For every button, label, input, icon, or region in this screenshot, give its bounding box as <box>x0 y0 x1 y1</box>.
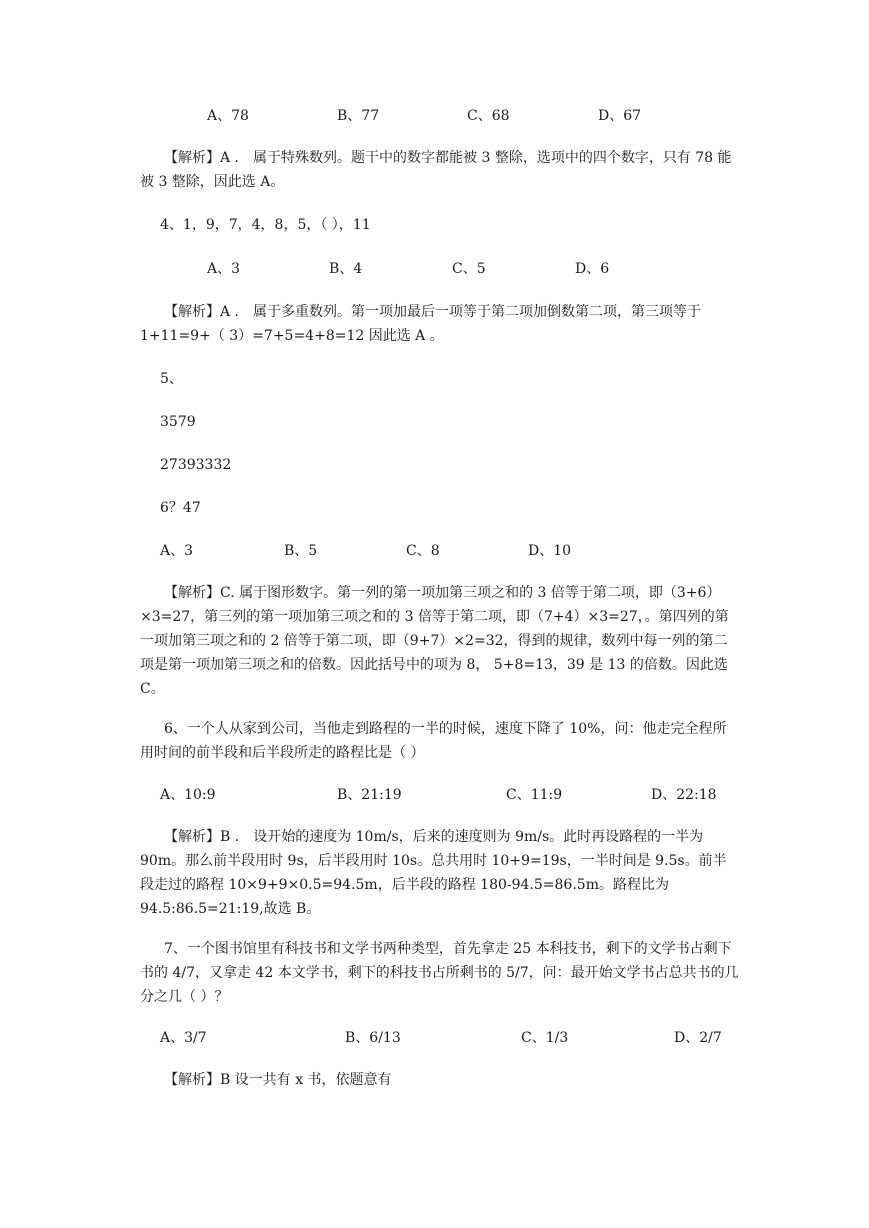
q5-option-d: D、10 <box>528 543 572 559</box>
q4-option-a: A、3 <box>207 261 241 277</box>
q7-option-a: A、3/7 <box>160 1030 207 1046</box>
q5-row-2: 27393332 <box>160 457 232 473</box>
q4-option-b: B、4 <box>329 261 363 277</box>
q5-option-c: C、8 <box>406 543 440 559</box>
q3-option-a: A、78 <box>207 108 249 124</box>
q5-stem: 5、 <box>160 371 183 387</box>
q6-option-b: B、21:19 <box>337 787 402 803</box>
q4-option-d: D、6 <box>575 261 610 277</box>
q4-stem: 4、1，9，7，4，8，5，（ ），11 <box>160 217 371 233</box>
q7-analysis: 【解析】B 设一共有 x 书，依题意有 <box>164 1072 392 1088</box>
q5-option-b: B、5 <box>284 543 318 559</box>
q4-analysis: 【解析】A ． 属于多重数列。第一项加最后一项等于第二项加倒数第二项，第三项等于 1+11=9+（ 3）=7+5=4+8=12 因此选 A 。 <box>140 304 702 344</box>
q6-analysis: 【解析】B ． 设开始的速度为 10m/s，后来的速度则为 9m/s。此时再设路程的一半为 90m。那么前半段用时 9s，后半段用时 10s。总共用时 10+9=19s，一半时间是 9.5s。前半段走过的路程 10×9+9×0.5=94.5m，后半段的路程 180-94.5=86.5m。路程比为 94.5:86.5=21:19,故选 B。 <box>140 829 727 917</box>
q6-option-d: D、22:18 <box>651 787 717 803</box>
q3-option-d: D、67 <box>598 108 642 124</box>
q3-analysis: 【解析】A ． 属于特殊数列。题干中的数字都能被 3 整除，选项中的四个数字，只有 78 能被 3 整除，因此选 A。 <box>140 150 732 190</box>
q6-option-c: C、11:9 <box>506 787 563 803</box>
q5-option-a: A、3 <box>160 543 194 559</box>
q5-analysis: 【解析】C. 属于图形数字。第一列的第一项加第三项之和的 3 倍等于第二项，即（3+6）×3=27，第三列的第一项加第三项之和的 3 倍等于第二项，即（7+4）×3=27，。第四列的第一项加第三项之和的 2 倍等于第二项，即（9+7）×2=32，得到的规律，数列中每一列的第二项是第一项加第三项之和的倍数。因此括号中的项为 8， 5+8=13，39 是 13 的倍数。因此选 C。 <box>140 585 729 697</box>
q3-option-c: C、68 <box>467 108 510 124</box>
q5-row-1: 3579 <box>160 414 196 430</box>
q7-option-b: B、6/13 <box>345 1030 401 1046</box>
q4-option-c: C、5 <box>452 261 486 277</box>
q7-stem: 7、一个图书馆里有科技书和文学书两种类型，首先拿走 25 本科技书，剩下的文学书占剩下书的 4/7，又拿走 42 本文学书，剩下的科技书占所剩书的 5/7，问：最开始文学书占总共书的几分之几（ ）？ <box>140 941 739 1005</box>
q6-option-a: A、10:9 <box>160 787 216 803</box>
q3-option-b: B、77 <box>337 108 380 124</box>
q6-stem: 6、一个人从家到公司，当他走到路程的一半的时候，速度下降了 10%，问：他走完全程所用时间的前半段和后半段所走的路程比是（ ） <box>140 721 727 761</box>
q5-row-3: 6？47 <box>160 500 201 516</box>
q7-option-c: C、1/3 <box>521 1030 569 1046</box>
q7-option-d: D、2/7 <box>674 1030 722 1046</box>
